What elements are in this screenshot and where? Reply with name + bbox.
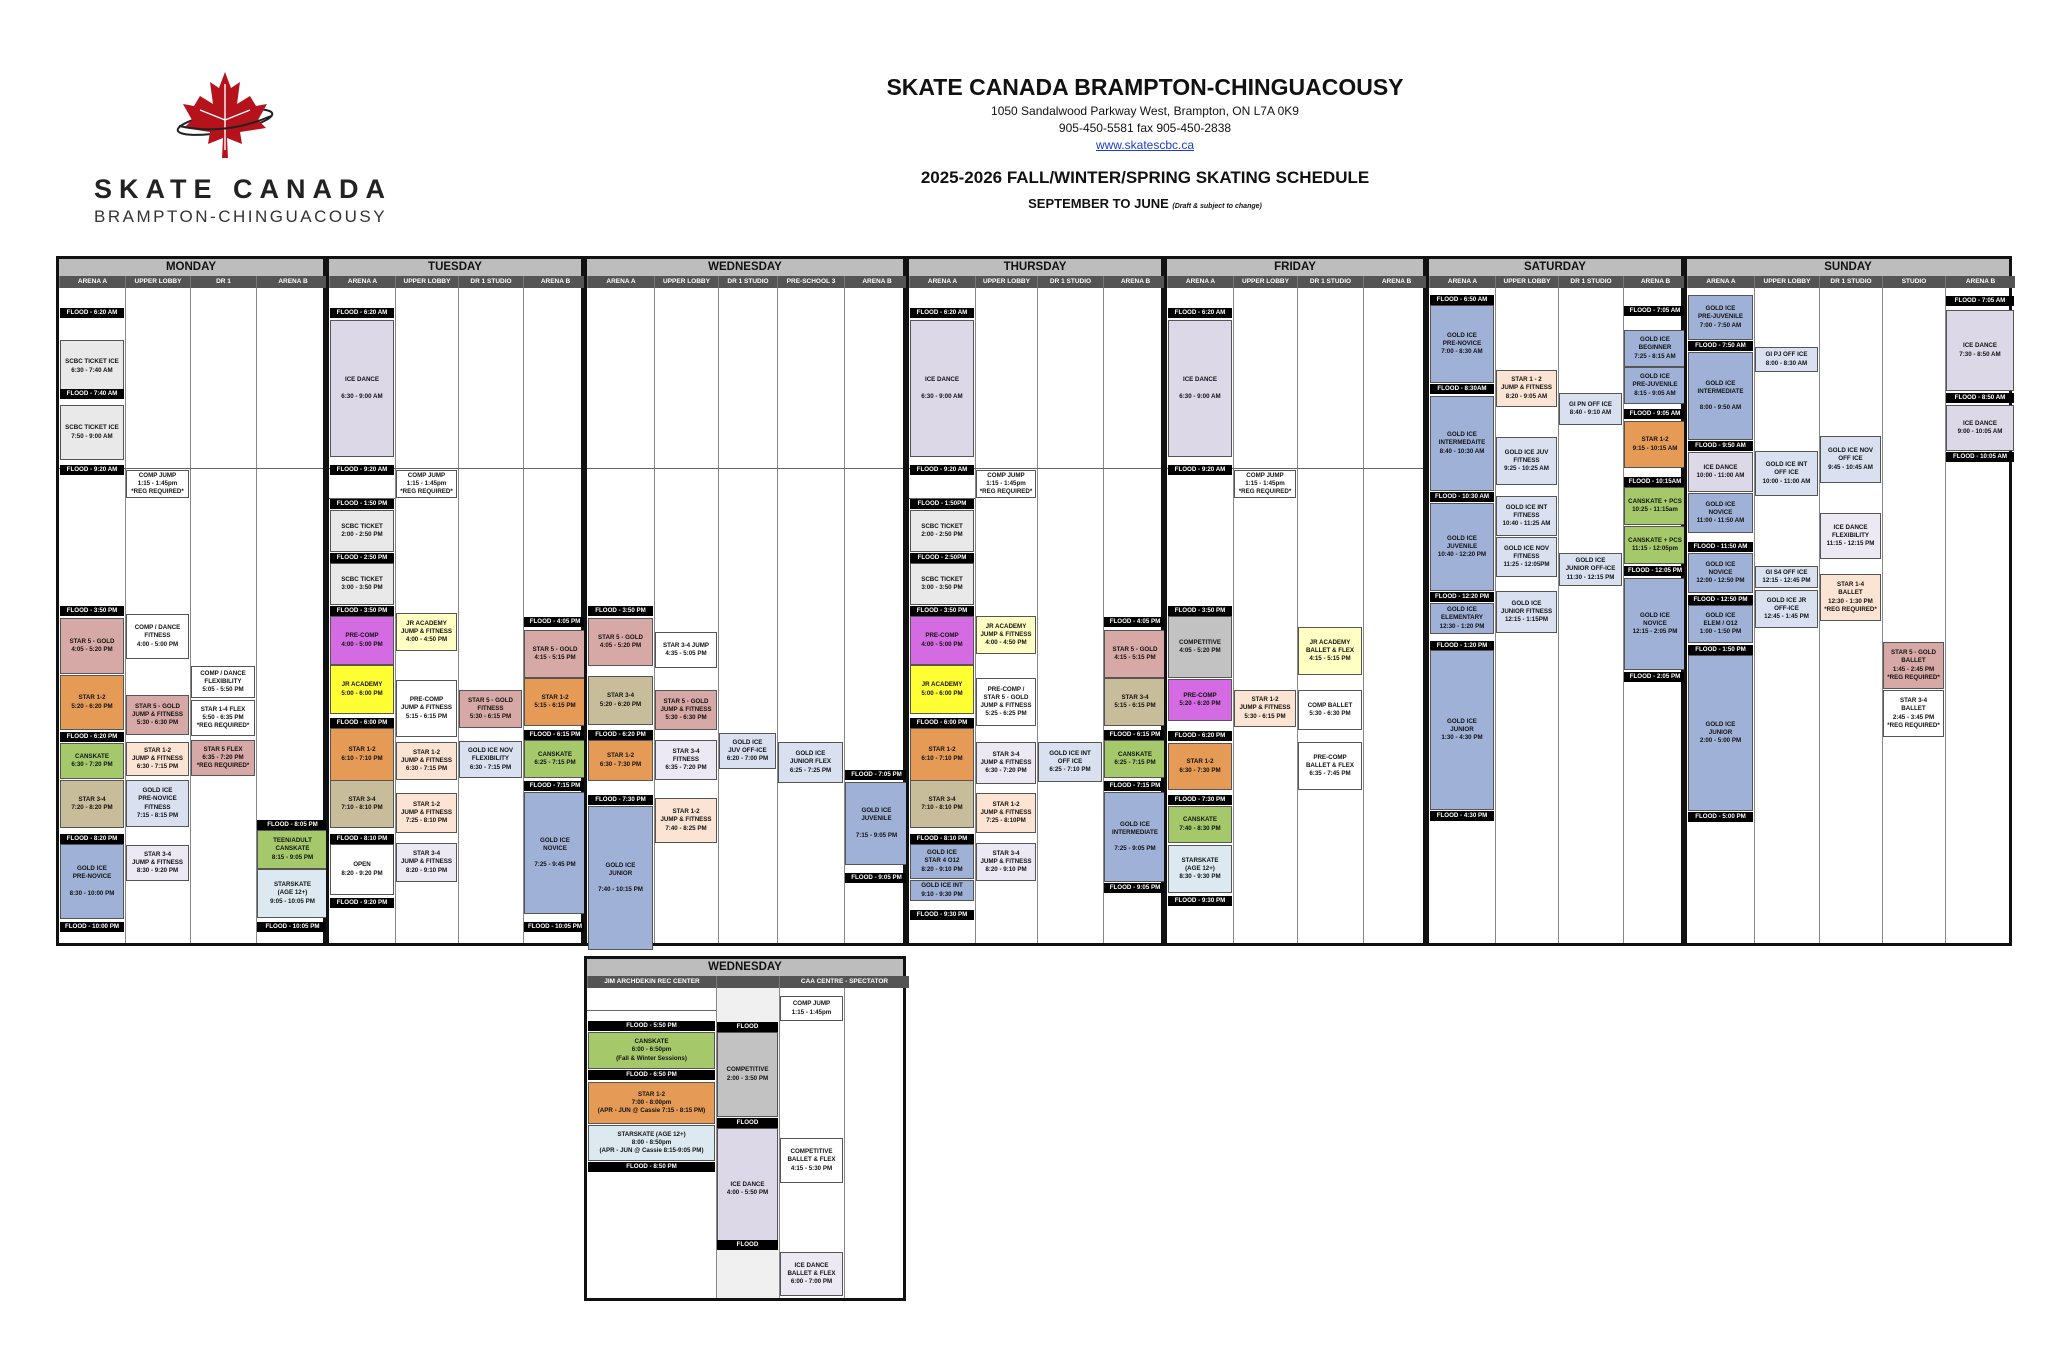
session-star-3-4: STAR 3-4 JUMP & FITNESS 8:30 - 9:20 PM: [126, 845, 189, 881]
session-gold-ice: GOLD ICE PRE-JUVENILE 7:00 - 7:50 AM: [1688, 295, 1753, 340]
day-wednesday-offsite: [584, 956, 906, 1301]
session-star-1-2: STAR 1-2 JUMP & FITNESS 6:30 - 7:15 PM: [126, 742, 189, 776]
session-jr-academy: JR ACADEMY 5:00 - 6:00 PM: [910, 665, 974, 714]
flood-bar: FLOOD - 4:30 PM: [1430, 811, 1494, 821]
session-star-3-4: STAR 3-4 7:10 - 8:10 PM: [330, 780, 394, 828]
session-comp-jump: COMP JUMP 1:15 - 1:45pm: [780, 996, 843, 1021]
session-star-1-2: STAR 1-2 JUMP & FITNESS 6:30 - 7:15 PM: [396, 742, 457, 780]
rink-header-dr-1-studio: DR 1 STUDIO: [1037, 276, 1103, 288]
session-ice-dance: ICE DANCE 6:30 - 9:00 AM: [1168, 320, 1232, 457]
session-canskate: CANSKATE 6:25 - 7:15 PM: [1104, 740, 1166, 778]
flood-bar: FLOOD - 7:30 PM: [1168, 795, 1232, 805]
column-divider: [718, 288, 719, 943]
session-comp-dance: COMP / DANCE FITNESS 4:00 - 5:00 PM: [126, 614, 189, 659]
session-star-3-4: STAR 3-4 7:20 - 8:20 PM: [60, 780, 124, 828]
flood-bar: FLOOD - 12:50 PM: [1688, 595, 1753, 605]
flood-bar: FLOOD - 9:50 AM: [1688, 441, 1753, 451]
session-star-3-4-jump: STAR 3-4 JUMP 4:35 - 5:05 PM: [655, 632, 717, 668]
rink-header-upper-lobby: UPPER LOBBY: [975, 276, 1037, 288]
rink-header-dr-1-studio: DR 1 STUDIO: [1558, 276, 1623, 288]
session-star-3-4: STAR 3-4 5:20 - 6:20 PM: [588, 676, 653, 725]
session-gold-ice: GOLD ICE JUNIOR 2:00 - 5:00 PM: [1688, 655, 1753, 811]
column-divider: [1363, 288, 1364, 943]
session-star-3-4: STAR 3-4 FITNESS 6:35 - 7:20 PM: [655, 740, 717, 780]
rink-header-upper-lobby: UPPER LOBBY: [1495, 276, 1558, 288]
session-star-3-4: STAR 3-4 JUMP & FITNESS 8:20 - 9:10 PM: [976, 843, 1036, 881]
session-gold-ice: GOLD ICE INTERMEDIATE 8:00 - 9:50 AM: [1688, 352, 1753, 440]
session-canskate: CANSKATE 6:00 - 6:50pm (Fall & Winter Sessions): [588, 1032, 715, 1069]
session-star-5-gold: STAR 5 - GOLD 4:15 - 5:15 PM: [524, 630, 586, 678]
column-divider: [1233, 288, 1234, 943]
flood-bar: FLOOD - 10:05 PM: [524, 922, 586, 932]
flood-bar: FLOOD - 1:20 PM: [1430, 641, 1494, 651]
session-star-1-2: STAR 1-2 JUMP & FITNESS 7:25 - 8:10PM: [976, 793, 1036, 833]
session-star-5-gold: STAR 5 - GOLD 4:05 - 5:20 PM: [588, 618, 653, 666]
session-canskate-pcs: CANSKATE + PCS 11:15 - 12:05pm: [1624, 526, 1686, 564]
flood-bar: FLOOD - 8:20 PM: [60, 834, 124, 844]
session-scbc-ticket: SCBC TICKET 3:00 - 3:50 PM: [330, 563, 394, 605]
flood-bar: FLOOD - 7:40 AM: [60, 389, 124, 399]
flood-bar: FLOOD - 6:15 PM: [1104, 730, 1166, 740]
rink-header-arena-a: ARENA A: [59, 276, 125, 288]
page-header: [560, 74, 1730, 211]
session-teen-adult: TEEN/ADULT CANSKATE 8:15 - 9:05 PM: [257, 830, 328, 869]
rink-header-arena-a: ARENA A: [909, 276, 975, 288]
rink-header-arena-b: ARENA B: [844, 276, 909, 288]
session-canskate: CANSKATE 6:30 - 7:20 PM: [60, 743, 124, 779]
rink-header-arena-b: ARENA B: [1623, 276, 1687, 288]
session-star-1-2: STAR 1 - 2 JUMP & FITNESS 8:20 - 9:05 AM: [1496, 370, 1557, 407]
rink-header-dr-1-studio: DR 1 STUDIO: [718, 276, 777, 288]
flood-bar: FLOOD - 6:20 PM: [588, 730, 653, 740]
flood-bar: FLOOD - 9:20 AM: [910, 465, 974, 475]
rink-header-arena-a: ARENA A: [1687, 276, 1754, 288]
session-gold-ice-int: GOLD ICE INT OFF ICE 6:25 - 7:10 PM: [1038, 742, 1102, 782]
session-jr-academy: JR ACADEMY JUMP & FITNESS 4:00 - 4:50 PM: [976, 616, 1036, 654]
session-gold-ice-int: GOLD ICE INT FITNESS 10:40 - 11:25 AM: [1496, 496, 1557, 536]
flood-bar: FLOOD - 7:15 PM: [524, 781, 586, 791]
session-gold-ice: GOLD ICE PRE-JUVENILE 8:15 - 9:05 AM: [1624, 367, 1686, 404]
session-star-5-flex: STAR 5 FLEX 6:35 - 7:20 PM *REG REQUIRED*: [191, 740, 255, 776]
rink-header-dr-1-studio: DR 1 STUDIO: [458, 276, 523, 288]
rink-header-caa-centre-spectator: CAA CENTRE - SPECTATOR: [779, 976, 909, 988]
session-gold-ice: GOLD ICE STAR 4 O12 8:20 - 9:10 PM: [910, 844, 974, 879]
logo-subtitle: BRAMPTON-CHINGUACOUSY: [94, 207, 388, 226]
flood-bar: FLOOD - 2:05 PM: [1624, 672, 1686, 682]
column-divider: [777, 288, 778, 943]
flood-bar: FLOOD - 10:00 PM: [60, 922, 124, 932]
session-star-1-2: STAR 1-2 JUMP & FITNESS 7:40 - 8:25 PM: [655, 798, 717, 843]
day-thursday: [906, 256, 1164, 946]
flood-bar: FLOOD - 9:05 AM: [1624, 409, 1686, 419]
session-pre-comp: PRE-COMP BALLET & FLEX 6:35 - 7:45 PM: [1298, 742, 1362, 790]
flood-bar: FLOOD - 6:20 AM: [910, 308, 974, 318]
session-gold-ice-nov: GOLD ICE NOV FLEXIBILITY 6:30 - 7:15 PM: [459, 741, 522, 778]
rink-header-pre-school-3: PRE-SCHOOL 3: [777, 276, 844, 288]
flood-bar: FLOOD - 2:50PM: [910, 553, 974, 563]
session-ice-dance: ICE DANCE FLEXIBILITY 11:15 - 12:15 PM: [1820, 513, 1881, 559]
session-star-5-gold: STAR 5 - GOLD FITNESS 5:30 - 6:15 PM: [459, 690, 522, 728]
session-star-1-2: STAR 1-2 6:10 - 7:10 PM: [330, 728, 394, 781]
session-star-5-gold: STAR 5 - GOLD JUMP & FITNESS 5:30 - 6:30 PM: [126, 695, 189, 735]
session-jr-academy: JR ACADEMY BALLET & FLEX 4:15 - 5:15 PM: [1298, 627, 1362, 675]
session-star-1-2: STAR 1-2 JUMP & FITNESS 5:30 - 6:15 PM: [1234, 690, 1296, 727]
session-ice-dance: ICE DANCE 10:00 - 11:00 AM: [1688, 452, 1753, 492]
session-gold-ice: GOLD ICE JUVENILE 7:15 - 9:05 PM: [845, 782, 908, 865]
session-gold-ice: GOLD ICE NOVICE 12:15 - 2:05 PM: [1624, 578, 1686, 670]
day-saturday: [1426, 256, 1684, 946]
session-gold-ice: GOLD ICE PRE-NOVICE FITNESS 7:15 - 8:15 PM: [126, 780, 189, 827]
rink-header-upper-lobby: UPPER LOBBY: [1233, 276, 1297, 288]
day-header: SATURDAY: [1429, 259, 1681, 276]
session-starskate-age-12: STARSKATE (AGE 12+) 8:00 - 8:50pm (APR - JUN @ Cassie 8:15-9:05 PM): [588, 1125, 715, 1161]
session-star-1-4-flex: STAR 1-4 FLEX 5:50 - 6:35 PM *REG REQUIRED*: [191, 700, 255, 736]
flood-bar: FLOOD - 5:00 PM: [1688, 812, 1753, 822]
column-divider: [1882, 288, 1883, 943]
session-star-1-2: STAR 1-2 6:10 - 7:10 PM: [910, 728, 974, 781]
flood-bar: FLOOD - 3:50 PM: [330, 606, 394, 616]
flood-bar: FLOOD - 6:20 PM: [60, 732, 124, 742]
flood-bar: FLOOD - 12:05 PM: [1624, 566, 1686, 576]
flood-bar: FLOOD - 10:05 PM: [257, 922, 328, 932]
flood-bar: FLOOD - 11:50 AM: [1688, 542, 1753, 552]
session-gi-s4-off-ice: GI S4 OFF ICE 12:15 - 12:45 PM: [1755, 566, 1818, 588]
rink-header-upper-lobby: UPPER LOBBY: [125, 276, 190, 288]
session-star-1-2: STAR 1-2 9:15 - 10:15 AM: [1624, 421, 1686, 468]
session-gi-pj-off-ice: GI PJ OFF ICE 8:00 - 8:30 AM: [1755, 347, 1818, 372]
day-friday: [1164, 256, 1426, 946]
rink-header-arena-a: ARENA A: [1429, 276, 1495, 288]
rink-header-arena-b: ARENA B: [1363, 276, 1429, 288]
column-divider: [1037, 288, 1038, 943]
flood-bar: FLOOD - 9:20 AM: [60, 465, 124, 475]
rink-header-arena-b: ARENA B: [523, 276, 587, 288]
club-website-link[interactable]: www.skatescbc.ca: [1095, 138, 1195, 152]
club-phone: 905-450-5581 fax 905-450-2838: [1058, 121, 1232, 135]
session-gold-ice: GOLD ICE JUNIOR FLEX 6:25 - 7:25 PM: [778, 742, 843, 783]
day-header: MONDAY: [59, 259, 323, 276]
session-comp-jump: COMP JUMP 1:15 - 1:45pm *REG REQUIRED*: [126, 470, 189, 498]
session-gold-ice: GOLD ICE PRE-NOVICE 8:30 - 10:00 PM: [60, 844, 124, 919]
session-gold-ice: GOLD ICE JUNIOR 1:30 - 4:30 PM: [1430, 650, 1494, 810]
session-gold-ice: GOLD ICE NOVICE 11:00 - 11:50 AM: [1688, 493, 1753, 533]
session-scbc-ticket: SCBC TICKET 2:00 - 2:50 PM: [330, 510, 394, 552]
session-gold-ice: GOLD ICE INTERMEDAITE 8:40 - 10:30 AM: [1430, 396, 1494, 491]
session-star-5-gold: STAR 5 - GOLD BALLET 1:45 - 2:45 PM *REG REQUIRED*: [1883, 642, 1944, 689]
day-sunday: [1684, 256, 2012, 946]
flood-bar: FLOOD - 9:30 PM: [1168, 896, 1232, 906]
session-ice-dance: ICE DANCE 6:30 - 9:00 AM: [910, 320, 974, 457]
session-gi-pn-off-ice: GI PN OFF ICE 8:40 - 9:10 AM: [1559, 393, 1622, 425]
flood-bar: FLOOD - 7:50 AM: [1688, 341, 1753, 351]
session-starskate: STARSKATE (AGE 12+) 9:05 - 10:05 PM: [257, 869, 328, 918]
club-address: 1050 Sandalwood Parkway West, Brampton, ON L7A 0K9: [991, 104, 1299, 118]
session-jr-academy: JR ACADEMY JUMP & FITNESS 4:00 - 4:50 PM: [396, 613, 457, 651]
row-divider: [587, 468, 903, 469]
column-divider: [1297, 288, 1298, 943]
session-star-1-4: STAR 1-4 BALLET 12:30 - 1:30 PM *REG REQUIRED*: [1820, 574, 1881, 621]
flood-bar: FLOOD - 8:10 PM: [330, 834, 394, 844]
session-gold-ice: GOLD ICE ELEMENTARY 12:30 - 1:20 PM: [1430, 603, 1494, 634]
flood-bar: FLOOD - 8:50 AM: [1946, 393, 2014, 403]
day-header: SUNDAY: [1687, 259, 2009, 276]
logo-title: SKATE CANADA: [94, 174, 392, 204]
session-comp-jump: COMP JUMP 1:15 - 1:45pm *REG REQUIRED*: [1234, 470, 1296, 498]
rink-header-arena-b: ARENA B: [256, 276, 329, 288]
rink-header-studio: STUDIO: [1882, 276, 1945, 288]
column-divider: [190, 288, 191, 943]
dates-note: (Draft & subject to change): [1172, 203, 1262, 210]
session-gold-ice: GOLD ICE JUNIOR OFF-ICE 11:30 - 12:15 PM: [1559, 553, 1622, 586]
session-pre-comp: PRE-COMP / STAR 5 - GOLD JUMP & FITNESS 5:25 - 6:25 PM: [976, 678, 1036, 726]
session-gold-ice: GOLD ICE ELEM / O12 1:00 - 1:50 PM: [1688, 605, 1753, 643]
rink-header-arena-a: ARENA A: [587, 276, 654, 288]
flood-bar: FLOOD - 10:15AM: [1624, 477, 1686, 487]
day-header: WEDNESDAY: [587, 259, 903, 276]
session-gold-ice: GOLD ICE JUV OFF-ICE 6:20 - 7:00 PM: [719, 733, 776, 769]
session-star-1-2: STAR 1-2 6:30 - 7:30 PM: [588, 740, 653, 781]
session-star-3-4: STAR 3-4 JUMP & FITNESS 6:30 - 7:20 PM: [976, 742, 1036, 784]
session-scbc-ticket-ice: SCBC TICKET ICE 6:30 - 7:40 AM: [60, 340, 124, 393]
flood-bar: FLOOD - 9:20 AM: [330, 465, 394, 475]
session-pre-comp: PRE-COMP 5:20 - 6:20 PM: [1168, 679, 1232, 721]
session-gold-ice-nov: GOLD ICE NOV FITNESS 11:25 - 12:05PM: [1496, 537, 1557, 577]
session-pre-comp: PRE-COMP JUMP & FITNESS 5:15 - 6:15 PM: [396, 680, 457, 737]
day-monday: [56, 256, 326, 946]
flood-bar: FLOOD - 3:50 PM: [910, 606, 974, 616]
rink-header-dr-1: DR 1: [190, 276, 256, 288]
session-comp-dance: COMP / DANCE FLEXIBILITY 5:05 - 5:50 PM: [191, 666, 255, 698]
session-comp-ballet: COMP BALLET 5:30 - 6:30 PM: [1298, 690, 1362, 730]
flood-bar: FLOOD - 6:00 PM: [910, 718, 974, 728]
rink-header-dr-1-studio: DR 1 STUDIO: [1819, 276, 1882, 288]
rink-header-arena-b: ARENA B: [1945, 276, 2015, 288]
flood-bar: FLOOD - 4:05 PM: [524, 617, 586, 627]
flood-bar: FLOOD - 10:30 AM: [1430, 492, 1494, 502]
day-header: THURSDAY: [909, 259, 1161, 276]
session-canskate: CANSKATE 6:25 - 7:15 PM: [524, 740, 586, 778]
flood-bar: FLOOD: [717, 1118, 778, 1128]
day-wednesday: [584, 256, 906, 946]
session-scbc-ticket: SCBC TICKET 2:00 - 2:50 PM: [910, 510, 974, 552]
flood-bar: FLOOD - 6:20 PM: [1168, 731, 1232, 741]
session-competitive: COMPETITIVE BALLET & FLEX 4:15 - 5:30 PM: [780, 1138, 843, 1183]
club-name: SKATE CANADA BRAMPTON-CHINGUACOUSY: [886, 74, 1404, 100]
session-open: OPEN 8:20 - 9:20 PM: [330, 844, 394, 895]
session-gold-ice: GOLD ICE JUNIOR 7:40 - 10:15 PM: [588, 806, 653, 950]
flood-bar: FLOOD - 6:15 PM: [524, 730, 586, 740]
session-star-1-2: STAR 1-2 5:15 - 6:15 PM: [524, 678, 586, 726]
flood-bar: FLOOD - 6:00 PM: [330, 718, 394, 728]
flood-bar: FLOOD - 9:20 PM: [330, 898, 394, 908]
session-canskate: CANSKATE 7:40 - 8:30 PM: [1168, 806, 1232, 843]
session-comp-jump: COMP JUMP 1:15 - 1:45pm *REG REQUIRED*: [976, 470, 1036, 498]
session-ice-dance: ICE DANCE 6:30 - 9:00 AM: [330, 320, 394, 457]
session-gold-ice-juv: GOLD ICE JUV FITNESS 9:25 - 10:25 AM: [1496, 437, 1557, 485]
session-star-1-2: STAR 1-2 6:30 - 7:30 PM: [1168, 743, 1232, 790]
flood-bar: FLOOD - 6:20 AM: [60, 308, 124, 318]
session-star-5-gold: STAR 5 - GOLD JUMP & FITNESS 5:30 - 6:30 PM: [655, 690, 717, 730]
rink-header-arena-a: ARENA A: [1167, 276, 1233, 288]
session-star-1-2: STAR 1-2 5:20 - 6:20 PM: [60, 675, 124, 730]
flood-bar: FLOOD - 4:05 PM: [1104, 617, 1166, 627]
session-pre-comp: PRE-COMP 4:00 - 5:00 PM: [330, 616, 394, 665]
flood-bar: FLOOD - 7:15 PM: [1104, 781, 1166, 791]
session-scbc-ticket-ice: SCBC TICKET ICE 7:50 - 9:00 AM: [60, 405, 124, 460]
column-divider: [1558, 288, 1559, 943]
session-ice-dance: ICE DANCE 4:00 - 5:50 PM: [717, 1128, 778, 1250]
flood-bar: FLOOD - 9:20 AM: [1168, 465, 1232, 475]
column-divider: [458, 288, 459, 943]
session-star-5-gold: STAR 5 - GOLD 4:05 - 5:20 PM: [60, 618, 124, 674]
session-gold-ice: GOLD ICE NOVICE 7:25 - 9:45 PM: [524, 792, 586, 914]
session-star-5-gold: STAR 5 - GOLD 4:15 - 5:15 PM: [1104, 630, 1166, 678]
flood-bar: FLOOD: [717, 1022, 778, 1032]
session-gold-ice-jr: GOLD ICE JR OFF-ICE 12:45 - 1:45 PM: [1755, 590, 1818, 628]
flood-bar: FLOOD - 8:10 PM: [910, 834, 974, 844]
row-divider: [587, 1010, 716, 1011]
flood-bar: FLOOD - 9:05 PM: [845, 873, 908, 883]
flood-bar: FLOOD - 2:50 PM: [330, 553, 394, 563]
rink-header-arena-a: ARENA A: [329, 276, 395, 288]
dates-text: SEPTEMBER TO JUNE: [1028, 196, 1169, 211]
flood-bar: FLOOD - 3:50 PM: [60, 606, 124, 616]
session-comp-jump: COMP JUMP 1:15 - 1:45pm *REG REQUIRED*: [396, 470, 457, 498]
flood-bar: FLOOD - 1:50PM: [910, 499, 974, 509]
column-divider: [654, 288, 655, 943]
session-gold-ice-nov: GOLD ICE NOV OFF ICE 9:45 - 10:45 AM: [1820, 436, 1881, 483]
flood-bar: FLOOD - 8:30AM: [1430, 384, 1494, 394]
session-gold-ice-int: GOLD ICE INT 9:10 - 9:30 PM: [910, 880, 974, 901]
session-gold-ice: GOLD ICE BEGINNER 7:25 - 8:15 AM: [1624, 330, 1686, 367]
flood-bar: FLOOD - 8:05 PM: [257, 820, 328, 830]
session-competitive: COMPETITIVE 4:05 - 5:20 PM: [1168, 616, 1232, 678]
rink-header-jim-archdekin-rec-center: JIM ARCHDEKIN REC CENTER: [587, 976, 716, 988]
flood-bar: FLOOD - 1:50 PM: [330, 499, 394, 509]
session-starskate: STARSKATE (AGE 12+) 8:30 - 9:30 PM: [1168, 845, 1232, 893]
flood-bar: FLOOD - 7:05 AM: [1946, 296, 2014, 306]
maple-leaf-icon: [170, 70, 280, 160]
session-gold-ice: GOLD ICE INTERMEDIATE 7:25 - 9:05 PM: [1104, 792, 1166, 882]
rink-header-upper-lobby: UPPER LOBBY: [395, 276, 458, 288]
flood-bar: FLOOD - 7:05 AM: [1624, 306, 1686, 316]
session-pre-comp: PRE-COMP 4:00 - 5:00 PM: [910, 616, 974, 665]
session-gold-ice: GOLD ICE JUVENILE 10:40 - 12:20 PM: [1430, 503, 1494, 591]
rink-header-spacer: [716, 976, 779, 988]
flood-bar: FLOOD - 3:50 PM: [1168, 606, 1232, 616]
session-star-1-2: STAR 1-2 JUMP & FITNESS 7:25 - 8:10 PM: [396, 793, 457, 833]
flood-bar: FLOOD - 5:50 PM: [588, 1021, 715, 1031]
flood-bar: FLOOD - 6:50 PM: [588, 1070, 715, 1080]
flood-bar: FLOOD - 7:05 PM: [845, 770, 908, 780]
session-gold-ice: GOLD ICE JUNIOR FITNESS 12:15 - 1:15PM: [1496, 591, 1557, 633]
day-header: TUESDAY: [329, 259, 581, 276]
day-header: WEDNESDAY: [587, 959, 903, 976]
session-star-3-4: STAR 3-4 7:10 - 8:10 PM: [910, 780, 974, 828]
day-tuesday: [326, 256, 584, 946]
flood-bar: FLOOD - 3:50 PM: [588, 606, 653, 616]
flood-bar: FLOOD - 9:30 PM: [910, 910, 974, 920]
session-scbc-ticket: SCBC TICKET 3:00 - 3:50 PM: [910, 563, 974, 605]
session-canskate-pcs: CANSKATE + PCS 10:25 - 11:15am: [1624, 487, 1686, 525]
session-jr-academy: JR ACADEMY 5:00 - 6:00 PM: [330, 665, 394, 714]
flood-bar: FLOOD: [717, 1240, 778, 1250]
session-gold-ice: GOLD ICE PRE-NOVICE 7:00 - 8:30 AM: [1430, 305, 1494, 383]
session-ice-dance: ICE DANCE 9:00 - 10:05 AM: [1946, 405, 2014, 451]
rink-header-upper-lobby: UPPER LOBBY: [1754, 276, 1819, 288]
day-header: FRIDAY: [1167, 259, 1423, 276]
flood-bar: FLOOD - 1:50 PM: [1688, 645, 1753, 655]
session-ice-dance: ICE DANCE BALLET & FLEX 6:00 - 7:00 PM: [780, 1252, 843, 1296]
flood-bar: FLOOD - 8:50 PM: [588, 1162, 715, 1172]
flood-bar: FLOOD - 10:05 AM: [1946, 452, 2014, 462]
session-gold-ice: GOLD ICE NOVICE 12:00 - 12:50 PM: [1688, 553, 1753, 593]
flood-bar: FLOOD - 6:50 AM: [1430, 295, 1494, 305]
schedule-dates: [560, 196, 1730, 211]
schedule-title: 2025-2026 FALL/WINTER/SPRING SKATING SCHEDULE: [920, 168, 1370, 187]
flood-bar: FLOOD - 12:20 PM: [1430, 592, 1494, 602]
session-competitive: COMPETITIVE 2:00 - 3:50 PM: [717, 1032, 778, 1117]
rink-header-arena-b: ARENA B: [1103, 276, 1167, 288]
rink-header-dr-1-studio: DR 1 STUDIO: [1297, 276, 1363, 288]
column-divider: [844, 988, 845, 1298]
flood-bar: FLOOD - 9:05 PM: [1104, 883, 1166, 893]
session-star-3-4: STAR 3-4 5:15 - 6:15 PM: [1104, 678, 1166, 726]
session-star-1-2: STAR 1-2 7:00 - 8:00pm (APR - JUN @ Cassie 7:15 - 8:15 PM): [588, 1082, 715, 1124]
flood-bar: FLOOD - 6:20 AM: [1168, 308, 1232, 318]
session-star-3-4: STAR 3-4 BALLET 2:45 - 3:45 PM *REG REQUIRED*: [1883, 690, 1944, 737]
flood-bar: FLOOD - 6:20 AM: [330, 308, 394, 318]
club-logo: [90, 70, 390, 230]
flood-bar: FLOOD - 7:30 PM: [588, 795, 653, 805]
session-ice-dance: ICE DANCE 7:30 - 8:50 AM: [1946, 310, 2014, 391]
rink-header-upper-lobby: UPPER LOBBY: [654, 276, 718, 288]
session-gold-ice-int: GOLD ICE INT OFF ICE 10:00 - 11:00 AM: [1755, 451, 1818, 496]
session-star-3-4: STAR 3-4 JUMP & FITNESS 8:20 - 9:10 PM: [396, 843, 457, 882]
